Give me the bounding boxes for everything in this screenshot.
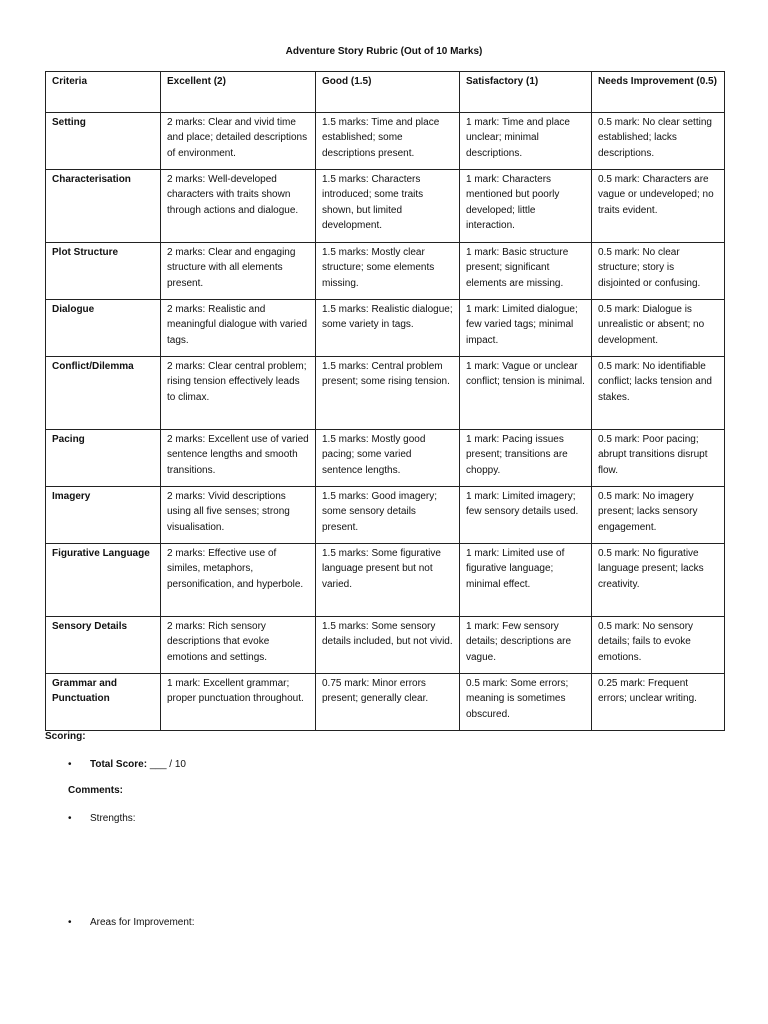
table-row [46,617,725,674]
criteria-cell: Imagery [46,487,161,544]
header-row [46,72,725,113]
good-cell: 1.5 marks: Realistic dialogue; some variety in tags. [316,300,460,357]
excellent-cell: 2 marks: Clear and engaging structure with all elements present. [161,243,316,300]
needs-improvement-cell: 0.5 mark: No clear setting established; lacks descriptions. [592,113,725,170]
excellent-cell: 2 marks: Effective use of similes, metaphors, personification, and hyperbole. [161,544,316,617]
criteria-cell: Grammar and Punctuation [46,674,161,731]
satisfactory-cell: 1 mark: Limited imagery; few sensory details used. [460,487,592,544]
needs-improvement-cell: 0.5 mark: Characters are vague or undeveloped; no traits evident. [592,170,725,243]
table-row [46,300,725,357]
total-score-value: ___ / 10 [147,759,186,770]
areas-for-improvement-label: Areas for Improvement: [90,917,195,928]
good-cell: 1.5 marks: Time and place established; some descriptions present. [316,113,460,170]
good-cell: 1.5 marks: Central problem present; some rising tension. [316,357,460,430]
criteria-cell: Conflict/Dilemma [46,357,161,430]
table-row [46,357,725,430]
criteria-cell: Dialogue [46,300,161,357]
header-satisfactory: Satisfactory (1) [460,72,592,113]
table-row [46,113,725,170]
needs-improvement-cell: 0.25 mark: Frequent errors; unclear writing. [592,674,725,731]
satisfactory-cell: 1 mark: Vague or unclear conflict; tension is minimal. [460,357,592,430]
satisfactory-cell: 0.5 mark: Some errors; meaning is sometimes obscured. [460,674,592,731]
table-row [46,487,725,544]
rubric-table [45,71,725,731]
criteria-cell: Characterisation [46,170,161,243]
satisfactory-cell: 1 mark: Limited dialogue; few varied tags; minimal impact. [460,300,592,357]
bullet-icon: • [68,813,72,824]
header-excellent: Excellent (2) [161,72,316,113]
good-cell: 1.5 marks: Good imagery; some sensory details present. [316,487,460,544]
excellent-cell: 2 marks: Vivid descriptions using all five senses; strong visualisation. [161,487,316,544]
excellent-cell: 2 marks: Rich sensory descriptions that evoke emotions and settings. [161,617,316,674]
needs-improvement-cell: 0.5 mark: Dialogue is unrealistic or absent; no development. [592,300,725,357]
excellent-cell: 2 marks: Excellent use of varied sentence lengths and smooth transitions. [161,430,316,487]
header-good: Good (1.5) [316,72,460,113]
header-criteria: Criteria [46,72,161,113]
good-cell: 1.5 marks: Mostly clear structure; some elements missing. [316,243,460,300]
good-cell: 1.5 marks: Mostly good pacing; some varied sentence lengths. [316,430,460,487]
excellent-cell: 2 marks: Clear and vivid time and place; detailed descriptions of environment. [161,113,316,170]
criteria-cell: Figurative Language [46,544,161,617]
needs-improvement-cell: 0.5 mark: No sensory details; fails to evoke emotions. [592,617,725,674]
good-cell: 1.5 marks: Characters introduced; some traits shown, but limited development. [316,170,460,243]
excellent-cell: 2 marks: Clear central problem; rising tension effectively leads to climax. [161,357,316,430]
table-row [46,544,725,617]
table-row [46,674,725,731]
satisfactory-cell: 1 mark: Pacing issues present; transitions are choppy. [460,430,592,487]
strengths-label: Strengths: [90,813,136,824]
needs-improvement-cell: 0.5 mark: No figurative language present; lacks creativity. [592,544,725,617]
table-row [46,430,725,487]
bullet-icon: • [68,917,72,928]
table-row [46,170,725,243]
excellent-cell: 1 mark: Excellent grammar; proper punctuation throughout. [161,674,316,731]
satisfactory-cell: 1 mark: Characters mentioned but poorly developed; little interaction. [460,170,592,243]
needs-improvement-cell: 0.5 mark: No identifiable conflict; lacks tension and stakes. [592,357,725,430]
good-cell: 1.5 marks: Some figurative language present but not varied. [316,544,460,617]
needs-improvement-cell: 0.5 mark: No clear structure; story is disjointed or confusing. [592,243,725,300]
total-score-label: Total Score: [90,759,148,770]
excellent-cell: 2 marks: Realistic and meaningful dialogue with varied tags. [161,300,316,357]
header-needs-improvement: Needs Improvement (0.5) [592,72,725,113]
scoring-heading: Scoring: [45,731,86,742]
satisfactory-cell: 1 mark: Few sensory details; descriptions are vague. [460,617,592,674]
good-cell: 0.75 mark: Minor errors present; generally clear. [316,674,460,731]
table-row [46,243,725,300]
excellent-cell: 2 marks: Well-developed characters with traits shown through actions and dialogue. [161,170,316,243]
needs-improvement-cell: 0.5 mark: Poor pacing; abrupt transitions disrupt flow. [592,430,725,487]
comments-heading: Comments: [68,785,124,796]
needs-improvement-cell: 0.5 mark: No imagery present; lacks sensory engagement. [592,487,725,544]
satisfactory-cell: 1 mark: Basic structure present; significant elements are missing. [460,243,592,300]
good-cell: 1.5 marks: Some sensory details included, but not vivid. [316,617,460,674]
criteria-cell: Plot Structure [46,243,161,300]
criteria-cell: Setting [46,113,161,170]
satisfactory-cell: 1 mark: Time and place unclear; minimal descriptions. [460,113,592,170]
criteria-cell: Pacing [46,430,161,487]
bullet-icon: • [68,759,72,770]
criteria-cell: Sensory Details [46,617,161,674]
satisfactory-cell: 1 mark: Limited use of figurative language; minimal effect. [460,544,592,617]
rubric-title: Adventure Story Rubric (Out of 10 Marks) [285,46,483,57]
